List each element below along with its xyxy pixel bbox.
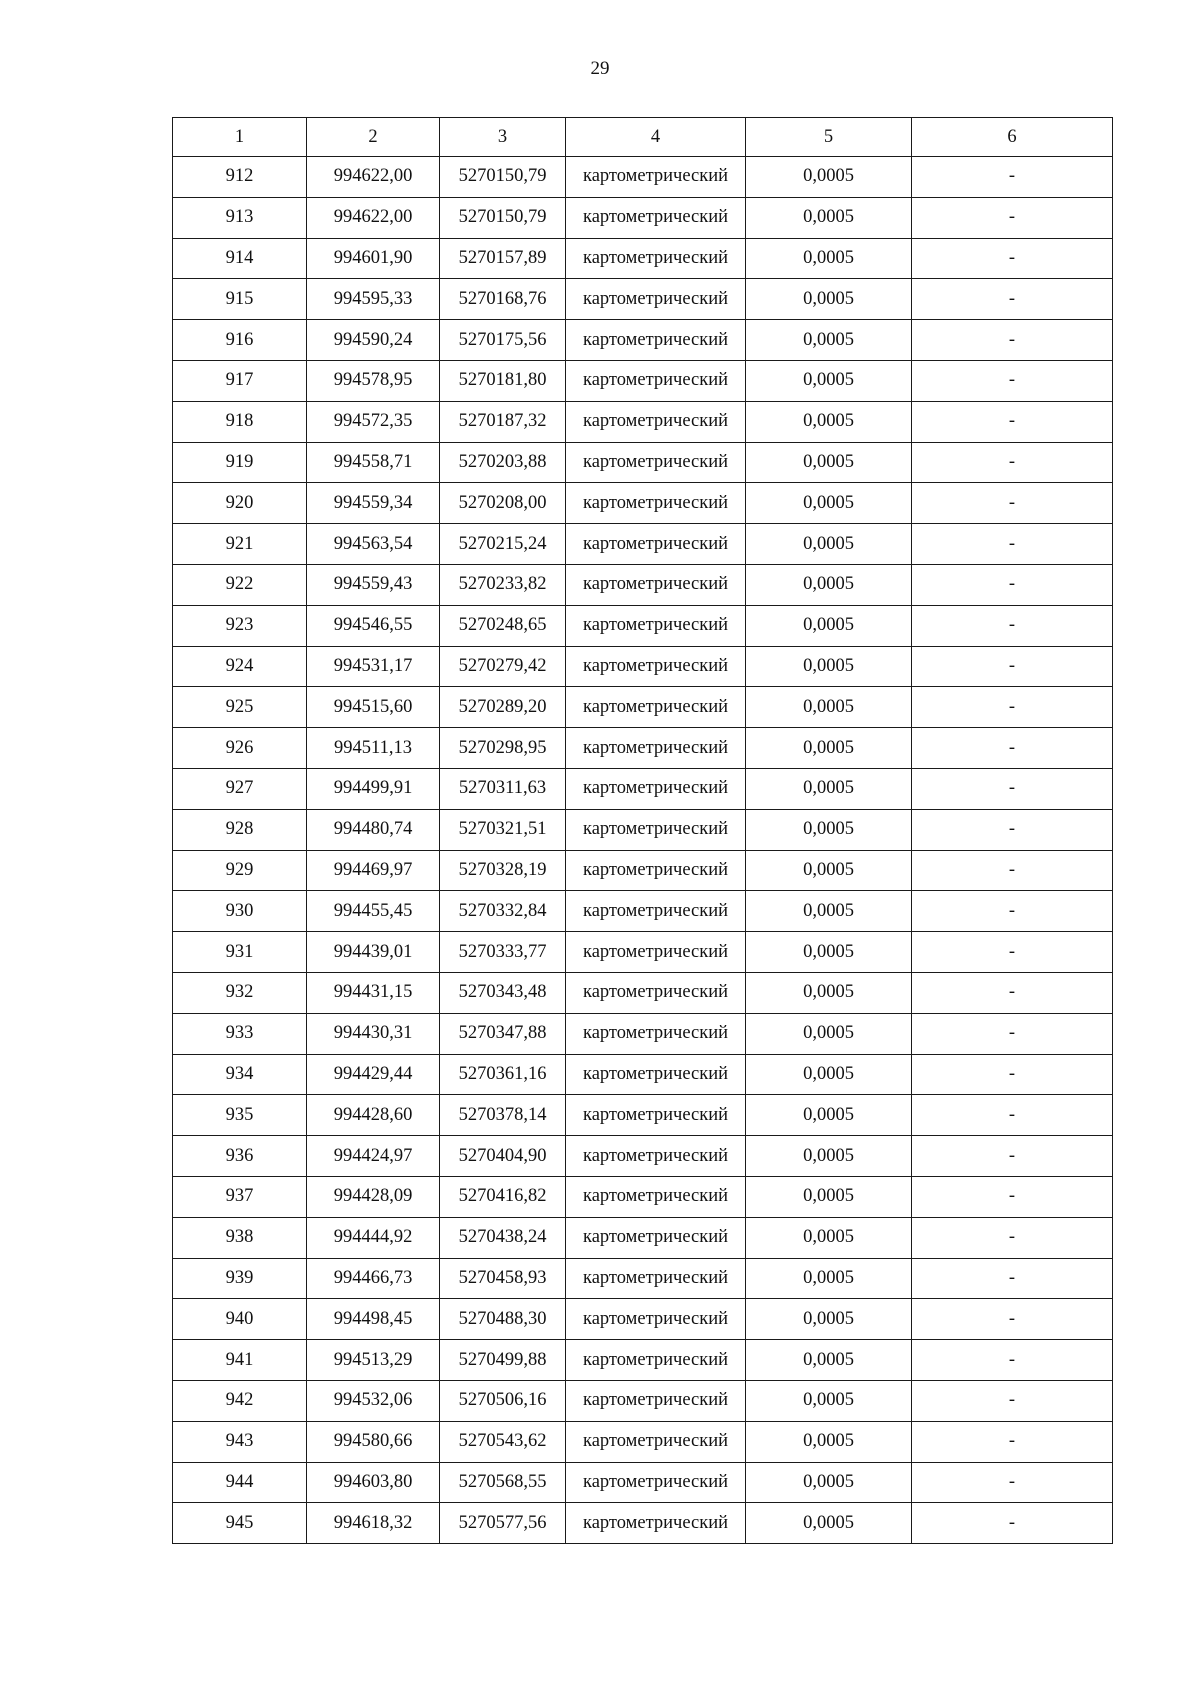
note-cell: - xyxy=(912,238,1113,279)
point-number-cell: 921 xyxy=(173,524,307,565)
method-cell: картометрический xyxy=(566,320,746,361)
note-cell: - xyxy=(912,646,1113,687)
table-row xyxy=(173,1503,1113,1544)
point-number-cell: 927 xyxy=(173,768,307,809)
accuracy-cell: 0,0005 xyxy=(746,564,912,605)
note-cell: - xyxy=(912,605,1113,646)
accuracy-cell: 0,0005 xyxy=(746,1340,912,1381)
method-cell: картометрический xyxy=(566,1013,746,1054)
accuracy-cell: 0,0005 xyxy=(746,1421,912,1462)
accuracy-cell: 0,0005 xyxy=(746,1217,912,1258)
x-coordinate-cell: 994428,60 xyxy=(307,1095,440,1136)
point-number-cell: 931 xyxy=(173,932,307,973)
x-coordinate-cell: 994595,33 xyxy=(307,279,440,320)
x-coordinate-cell: 994603,80 xyxy=(307,1462,440,1503)
accuracy-cell: 0,0005 xyxy=(746,197,912,238)
x-coordinate-cell: 994546,55 xyxy=(307,605,440,646)
method-cell: картометрический xyxy=(566,279,746,320)
point-number-cell: 938 xyxy=(173,1217,307,1258)
table-row xyxy=(173,768,1113,809)
table-row xyxy=(173,320,1113,361)
accuracy-cell: 0,0005 xyxy=(746,1054,912,1095)
x-coordinate-cell: 994578,95 xyxy=(307,360,440,401)
point-number-cell: 944 xyxy=(173,1462,307,1503)
method-cell: картометрический xyxy=(566,483,746,524)
method-cell: картометрический xyxy=(566,728,746,769)
column-header: 3 xyxy=(440,118,566,157)
x-coordinate-cell: 994580,66 xyxy=(307,1421,440,1462)
y-coordinate-cell: 5270328,19 xyxy=(440,850,566,891)
accuracy-cell: 0,0005 xyxy=(746,891,912,932)
method-cell: картометрический xyxy=(566,564,746,605)
point-number-cell: 937 xyxy=(173,1176,307,1217)
accuracy-cell: 0,0005 xyxy=(746,1258,912,1299)
y-coordinate-cell: 5270499,88 xyxy=(440,1340,566,1381)
point-number-cell: 918 xyxy=(173,401,307,442)
note-cell: - xyxy=(912,1380,1113,1421)
note-cell: - xyxy=(912,932,1113,973)
accuracy-cell: 0,0005 xyxy=(746,157,912,198)
y-coordinate-cell: 5270404,90 xyxy=(440,1136,566,1177)
point-number-cell: 945 xyxy=(173,1503,307,1544)
y-coordinate-cell: 5270361,16 xyxy=(440,1054,566,1095)
page-number: 29 xyxy=(590,58,610,79)
accuracy-cell: 0,0005 xyxy=(746,1176,912,1217)
note-cell: - xyxy=(912,320,1113,361)
accuracy-cell: 0,0005 xyxy=(746,401,912,442)
y-coordinate-cell: 5270416,82 xyxy=(440,1176,566,1217)
column-header: 4 xyxy=(566,118,746,157)
note-cell: - xyxy=(912,524,1113,565)
point-number-cell: 926 xyxy=(173,728,307,769)
y-coordinate-cell: 5270175,56 xyxy=(440,320,566,361)
method-cell: картометрический xyxy=(566,1421,746,1462)
method-cell: картометрический xyxy=(566,401,746,442)
y-coordinate-cell: 5270488,30 xyxy=(440,1299,566,1340)
method-cell: картометрический xyxy=(566,605,746,646)
note-cell: - xyxy=(912,1095,1113,1136)
table-row xyxy=(173,1299,1113,1340)
note-cell: - xyxy=(912,442,1113,483)
table-row xyxy=(173,1380,1113,1421)
y-coordinate-cell: 5270233,82 xyxy=(440,564,566,605)
accuracy-cell: 0,0005 xyxy=(746,1503,912,1544)
column-header: 1 xyxy=(173,118,307,157)
x-coordinate-cell: 994563,54 xyxy=(307,524,440,565)
y-coordinate-cell: 5270187,32 xyxy=(440,401,566,442)
point-number-cell: 924 xyxy=(173,646,307,687)
x-coordinate-cell: 994428,09 xyxy=(307,1176,440,1217)
y-coordinate-cell: 5270208,00 xyxy=(440,483,566,524)
method-cell: картометрический xyxy=(566,1258,746,1299)
note-cell: - xyxy=(912,1421,1113,1462)
note-cell: - xyxy=(912,564,1113,605)
x-coordinate-cell: 994455,45 xyxy=(307,891,440,932)
table-row xyxy=(173,564,1113,605)
note-cell: - xyxy=(912,483,1113,524)
table-row xyxy=(173,728,1113,769)
x-coordinate-cell: 994572,35 xyxy=(307,401,440,442)
method-cell: картометрический xyxy=(566,1054,746,1095)
y-coordinate-cell: 5270150,79 xyxy=(440,197,566,238)
method-cell: картометрический xyxy=(566,1299,746,1340)
table-row xyxy=(173,1340,1113,1381)
accuracy-cell: 0,0005 xyxy=(746,1136,912,1177)
note-cell: - xyxy=(912,1462,1113,1503)
x-coordinate-cell: 994431,15 xyxy=(307,972,440,1013)
table-row xyxy=(173,1054,1113,1095)
point-number-cell: 943 xyxy=(173,1421,307,1462)
method-cell: картометрический xyxy=(566,524,746,565)
table-row xyxy=(173,605,1113,646)
point-number-cell: 929 xyxy=(173,850,307,891)
note-cell: - xyxy=(912,1503,1113,1544)
y-coordinate-cell: 5270347,88 xyxy=(440,1013,566,1054)
method-cell: картометрический xyxy=(566,197,746,238)
point-number-cell: 936 xyxy=(173,1136,307,1177)
method-cell: картометрический xyxy=(566,809,746,850)
note-cell: - xyxy=(912,157,1113,198)
accuracy-cell: 0,0005 xyxy=(746,1299,912,1340)
x-coordinate-cell: 994439,01 xyxy=(307,932,440,973)
point-number-cell: 917 xyxy=(173,360,307,401)
note-cell: - xyxy=(912,1258,1113,1299)
x-coordinate-cell: 994532,06 xyxy=(307,1380,440,1421)
x-coordinate-cell: 994498,45 xyxy=(307,1299,440,1340)
x-coordinate-cell: 994480,74 xyxy=(307,809,440,850)
method-cell: картометрический xyxy=(566,442,746,483)
method-cell: картометрический xyxy=(566,1176,746,1217)
coordinates-table xyxy=(172,117,1113,1544)
method-cell: картометрический xyxy=(566,768,746,809)
note-cell: - xyxy=(912,279,1113,320)
x-coordinate-cell: 994430,31 xyxy=(307,1013,440,1054)
accuracy-cell: 0,0005 xyxy=(746,1462,912,1503)
table-row xyxy=(173,1421,1113,1462)
point-number-cell: 913 xyxy=(173,197,307,238)
x-coordinate-cell: 994618,32 xyxy=(307,1503,440,1544)
x-coordinate-cell: 994499,91 xyxy=(307,768,440,809)
accuracy-cell: 0,0005 xyxy=(746,768,912,809)
method-cell: картометрический xyxy=(566,932,746,973)
note-cell: - xyxy=(912,850,1113,891)
method-cell: картометрический xyxy=(566,1380,746,1421)
accuracy-cell: 0,0005 xyxy=(746,728,912,769)
table-row xyxy=(173,646,1113,687)
y-coordinate-cell: 5270215,24 xyxy=(440,524,566,565)
accuracy-cell: 0,0005 xyxy=(746,972,912,1013)
table-row xyxy=(173,483,1113,524)
accuracy-cell: 0,0005 xyxy=(746,1380,912,1421)
column-header: 6 xyxy=(912,118,1113,157)
table-row xyxy=(173,1258,1113,1299)
accuracy-cell: 0,0005 xyxy=(746,1095,912,1136)
y-coordinate-cell: 5270321,51 xyxy=(440,809,566,850)
note-cell: - xyxy=(912,728,1113,769)
accuracy-cell: 0,0005 xyxy=(746,646,912,687)
x-coordinate-cell: 994531,17 xyxy=(307,646,440,687)
point-number-cell: 940 xyxy=(173,1299,307,1340)
accuracy-cell: 0,0005 xyxy=(746,483,912,524)
y-coordinate-cell: 5270543,62 xyxy=(440,1421,566,1462)
point-number-cell: 941 xyxy=(173,1340,307,1381)
table-row xyxy=(173,401,1113,442)
accuracy-cell: 0,0005 xyxy=(746,809,912,850)
x-coordinate-cell: 994622,00 xyxy=(307,157,440,198)
table-row xyxy=(173,1095,1113,1136)
table-row xyxy=(173,1013,1113,1054)
table-row xyxy=(173,1462,1113,1503)
accuracy-cell: 0,0005 xyxy=(746,279,912,320)
note-cell: - xyxy=(912,809,1113,850)
table-row xyxy=(173,238,1113,279)
accuracy-cell: 0,0005 xyxy=(746,360,912,401)
method-cell: картометрический xyxy=(566,238,746,279)
y-coordinate-cell: 5270568,55 xyxy=(440,1462,566,1503)
accuracy-cell: 0,0005 xyxy=(746,442,912,483)
point-number-cell: 925 xyxy=(173,687,307,728)
y-coordinate-cell: 5270577,56 xyxy=(440,1503,566,1544)
accuracy-cell: 0,0005 xyxy=(746,238,912,279)
x-coordinate-cell: 994424,97 xyxy=(307,1136,440,1177)
note-cell: - xyxy=(912,1176,1113,1217)
method-cell: картометрический xyxy=(566,972,746,1013)
y-coordinate-cell: 5270289,20 xyxy=(440,687,566,728)
accuracy-cell: 0,0005 xyxy=(746,1013,912,1054)
y-coordinate-cell: 5270150,79 xyxy=(440,157,566,198)
x-coordinate-cell: 994429,44 xyxy=(307,1054,440,1095)
point-number-cell: 923 xyxy=(173,605,307,646)
method-cell: картометрический xyxy=(566,1136,746,1177)
method-cell: картометрический xyxy=(566,850,746,891)
method-cell: картометрический xyxy=(566,1217,746,1258)
y-coordinate-cell: 5270279,42 xyxy=(440,646,566,687)
point-number-cell: 920 xyxy=(173,483,307,524)
x-coordinate-cell: 994601,90 xyxy=(307,238,440,279)
point-number-cell: 930 xyxy=(173,891,307,932)
y-coordinate-cell: 5270298,95 xyxy=(440,728,566,769)
point-number-cell: 939 xyxy=(173,1258,307,1299)
point-number-cell: 942 xyxy=(173,1380,307,1421)
y-coordinate-cell: 5270333,77 xyxy=(440,932,566,973)
y-coordinate-cell: 5270203,88 xyxy=(440,442,566,483)
table-row xyxy=(173,197,1113,238)
y-coordinate-cell: 5270343,48 xyxy=(440,972,566,1013)
x-coordinate-cell: 994466,73 xyxy=(307,1258,440,1299)
note-cell: - xyxy=(912,972,1113,1013)
point-number-cell: 912 xyxy=(173,157,307,198)
method-cell: картометрический xyxy=(566,360,746,401)
point-number-cell: 934 xyxy=(173,1054,307,1095)
x-coordinate-cell: 994511,13 xyxy=(307,728,440,769)
y-coordinate-cell: 5270378,14 xyxy=(440,1095,566,1136)
method-cell: картометрический xyxy=(566,646,746,687)
note-cell: - xyxy=(912,1013,1113,1054)
point-number-cell: 919 xyxy=(173,442,307,483)
note-cell: - xyxy=(912,1054,1113,1095)
table-row xyxy=(173,850,1113,891)
x-coordinate-cell: 994513,29 xyxy=(307,1340,440,1381)
method-cell: картометрический xyxy=(566,157,746,198)
column-header: 5 xyxy=(746,118,912,157)
y-coordinate-cell: 5270506,16 xyxy=(440,1380,566,1421)
method-cell: картометрический xyxy=(566,1503,746,1544)
table-row xyxy=(173,809,1113,850)
table-row xyxy=(173,1217,1113,1258)
note-cell: - xyxy=(912,687,1113,728)
point-number-cell: 935 xyxy=(173,1095,307,1136)
y-coordinate-cell: 5270311,63 xyxy=(440,768,566,809)
point-number-cell: 932 xyxy=(173,972,307,1013)
note-cell: - xyxy=(912,1299,1113,1340)
accuracy-cell: 0,0005 xyxy=(746,850,912,891)
column-header: 2 xyxy=(307,118,440,157)
table-row xyxy=(173,360,1113,401)
x-coordinate-cell: 994559,34 xyxy=(307,483,440,524)
note-cell: - xyxy=(912,1217,1113,1258)
method-cell: картометрический xyxy=(566,1340,746,1381)
x-coordinate-cell: 994622,00 xyxy=(307,197,440,238)
table-row xyxy=(173,687,1113,728)
table-row xyxy=(173,442,1113,483)
table-row xyxy=(173,972,1113,1013)
accuracy-cell: 0,0005 xyxy=(746,932,912,973)
x-coordinate-cell: 994558,71 xyxy=(307,442,440,483)
table-row xyxy=(173,1136,1113,1177)
note-cell: - xyxy=(912,197,1113,238)
x-coordinate-cell: 994590,24 xyxy=(307,320,440,361)
point-number-cell: 933 xyxy=(173,1013,307,1054)
method-cell: картометрический xyxy=(566,1095,746,1136)
y-coordinate-cell: 5270157,89 xyxy=(440,238,566,279)
note-cell: - xyxy=(912,891,1113,932)
point-number-cell: 928 xyxy=(173,809,307,850)
table-row xyxy=(173,279,1113,320)
table-row xyxy=(173,157,1113,198)
point-number-cell: 914 xyxy=(173,238,307,279)
method-cell: картометрический xyxy=(566,891,746,932)
accuracy-cell: 0,0005 xyxy=(746,320,912,361)
y-coordinate-cell: 5270168,76 xyxy=(440,279,566,320)
accuracy-cell: 0,0005 xyxy=(746,605,912,646)
y-coordinate-cell: 5270438,24 xyxy=(440,1217,566,1258)
accuracy-cell: 0,0005 xyxy=(746,524,912,565)
y-coordinate-cell: 5270458,93 xyxy=(440,1258,566,1299)
x-coordinate-cell: 994559,43 xyxy=(307,564,440,605)
y-coordinate-cell: 5270248,65 xyxy=(440,605,566,646)
table-row xyxy=(173,524,1113,565)
point-number-cell: 915 xyxy=(173,279,307,320)
table-body xyxy=(173,157,1113,1544)
note-cell: - xyxy=(912,1340,1113,1381)
note-cell: - xyxy=(912,360,1113,401)
note-cell: - xyxy=(912,1136,1113,1177)
y-coordinate-cell: 5270332,84 xyxy=(440,891,566,932)
table-row xyxy=(173,932,1113,973)
table-row xyxy=(173,1176,1113,1217)
method-cell: картометрический xyxy=(566,687,746,728)
table-row xyxy=(173,891,1113,932)
x-coordinate-cell: 994515,60 xyxy=(307,687,440,728)
table-header-row xyxy=(173,118,1113,157)
x-coordinate-cell: 994444,92 xyxy=(307,1217,440,1258)
point-number-cell: 916 xyxy=(173,320,307,361)
note-cell: - xyxy=(912,768,1113,809)
accuracy-cell: 0,0005 xyxy=(746,687,912,728)
y-coordinate-cell: 5270181,80 xyxy=(440,360,566,401)
point-number-cell: 922 xyxy=(173,564,307,605)
note-cell: - xyxy=(912,401,1113,442)
method-cell: картометрический xyxy=(566,1462,746,1503)
x-coordinate-cell: 994469,97 xyxy=(307,850,440,891)
